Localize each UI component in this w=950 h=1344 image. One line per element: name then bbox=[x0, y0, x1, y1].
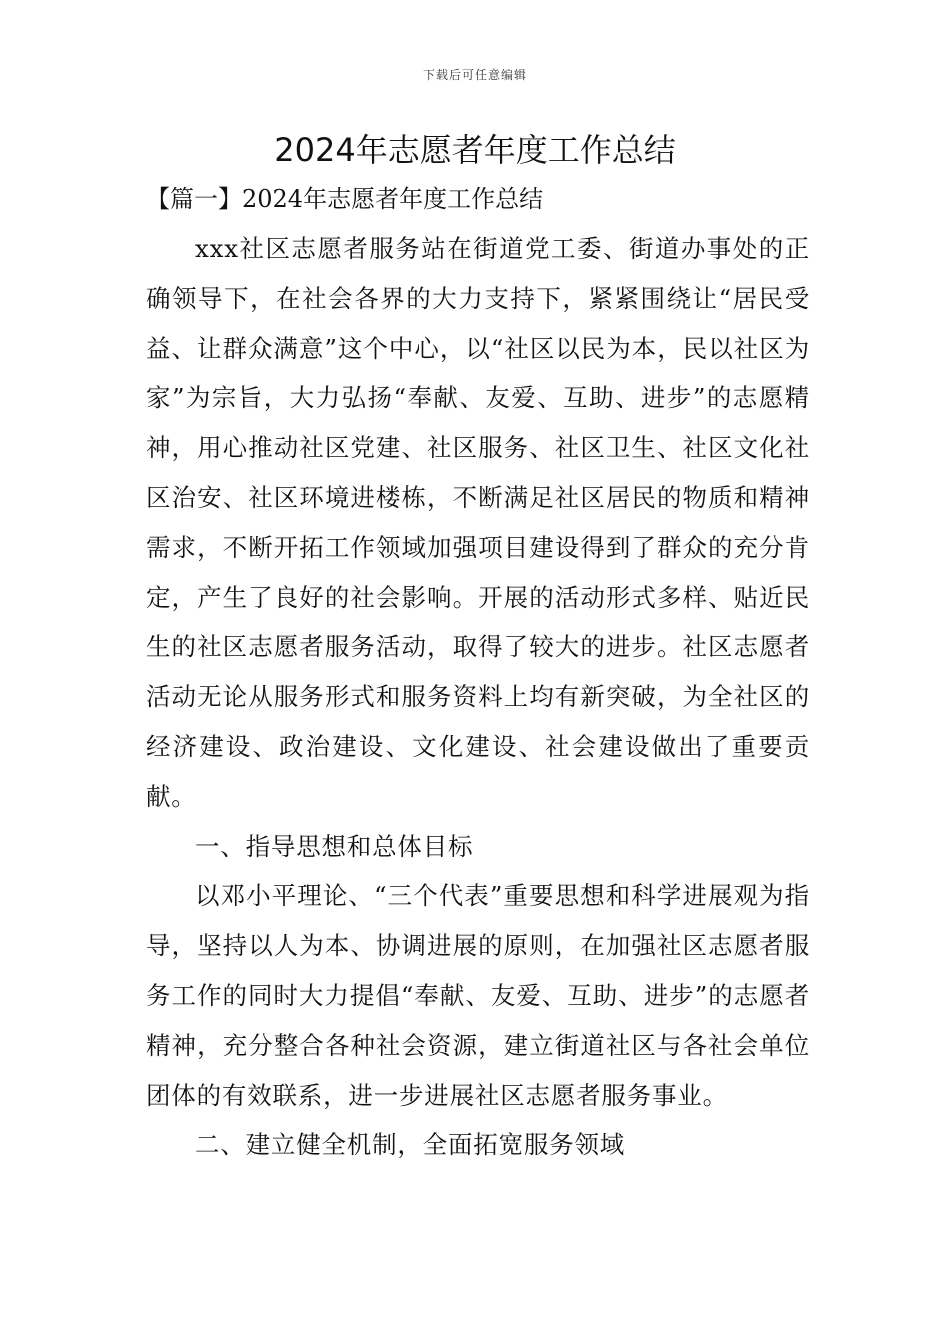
intro-paragraph: xxx社区志愿者服务站在街道党工委、街道办事处的正确领导下，在社会各界的大力支持下，紧紧围绕让“居民受益、让群众满意”这个中心，以“社区以民为本，民以社区为家”为宗旨，大力弘扬“奉献、友爱、互助、进步”的志愿精神，用心推动社区党建、社区服务、社区卫生、社区文化社区治安、社区环境进楼栋，不断满足社区居民的物质和精神需求，不断开拓工作领域加强项目建设得到了群众的充分肯定，产生了良好的社会影响。开展的活动形式多样、贴近民生的社区志愿者服务活动，取得了较大的进步。社区志愿者活动无论从服务形式和服务资料上均有新突破，为全社区的经济建设、政治建设、文化建设、社会建设做出了重要贡献。 bbox=[146, 234, 810, 811]
section-heading: 【篇一】2024年志愿者年度工作总结 bbox=[146, 185, 544, 213]
guiding-ideology-paragraph: 以邓小平理论、“三个代表”重要思想和科学进展观为指导，坚持以人为本、协调进展的原则，在加强社区志愿者服务工作的同时大力提倡“奉献、友爱、互助、进步”的志愿者精神，充分整合各种社会资源，建立街道社区与各社会单位团体的有效联系，进一步进展社区志愿者服务事业。 bbox=[146, 881, 810, 1110]
subheading-guiding-ideology: 一、指导思想和总体目标 bbox=[195, 831, 474, 861]
document-title: 2024年志愿者年度工作总结 bbox=[274, 131, 676, 169]
document-body bbox=[146, 224, 810, 1170]
subheading-mechanism: 二、建立健全机制，全面拓宽服务领域 bbox=[195, 1130, 626, 1160]
header-note: 下载后可任意编辑 bbox=[422, 68, 527, 82]
